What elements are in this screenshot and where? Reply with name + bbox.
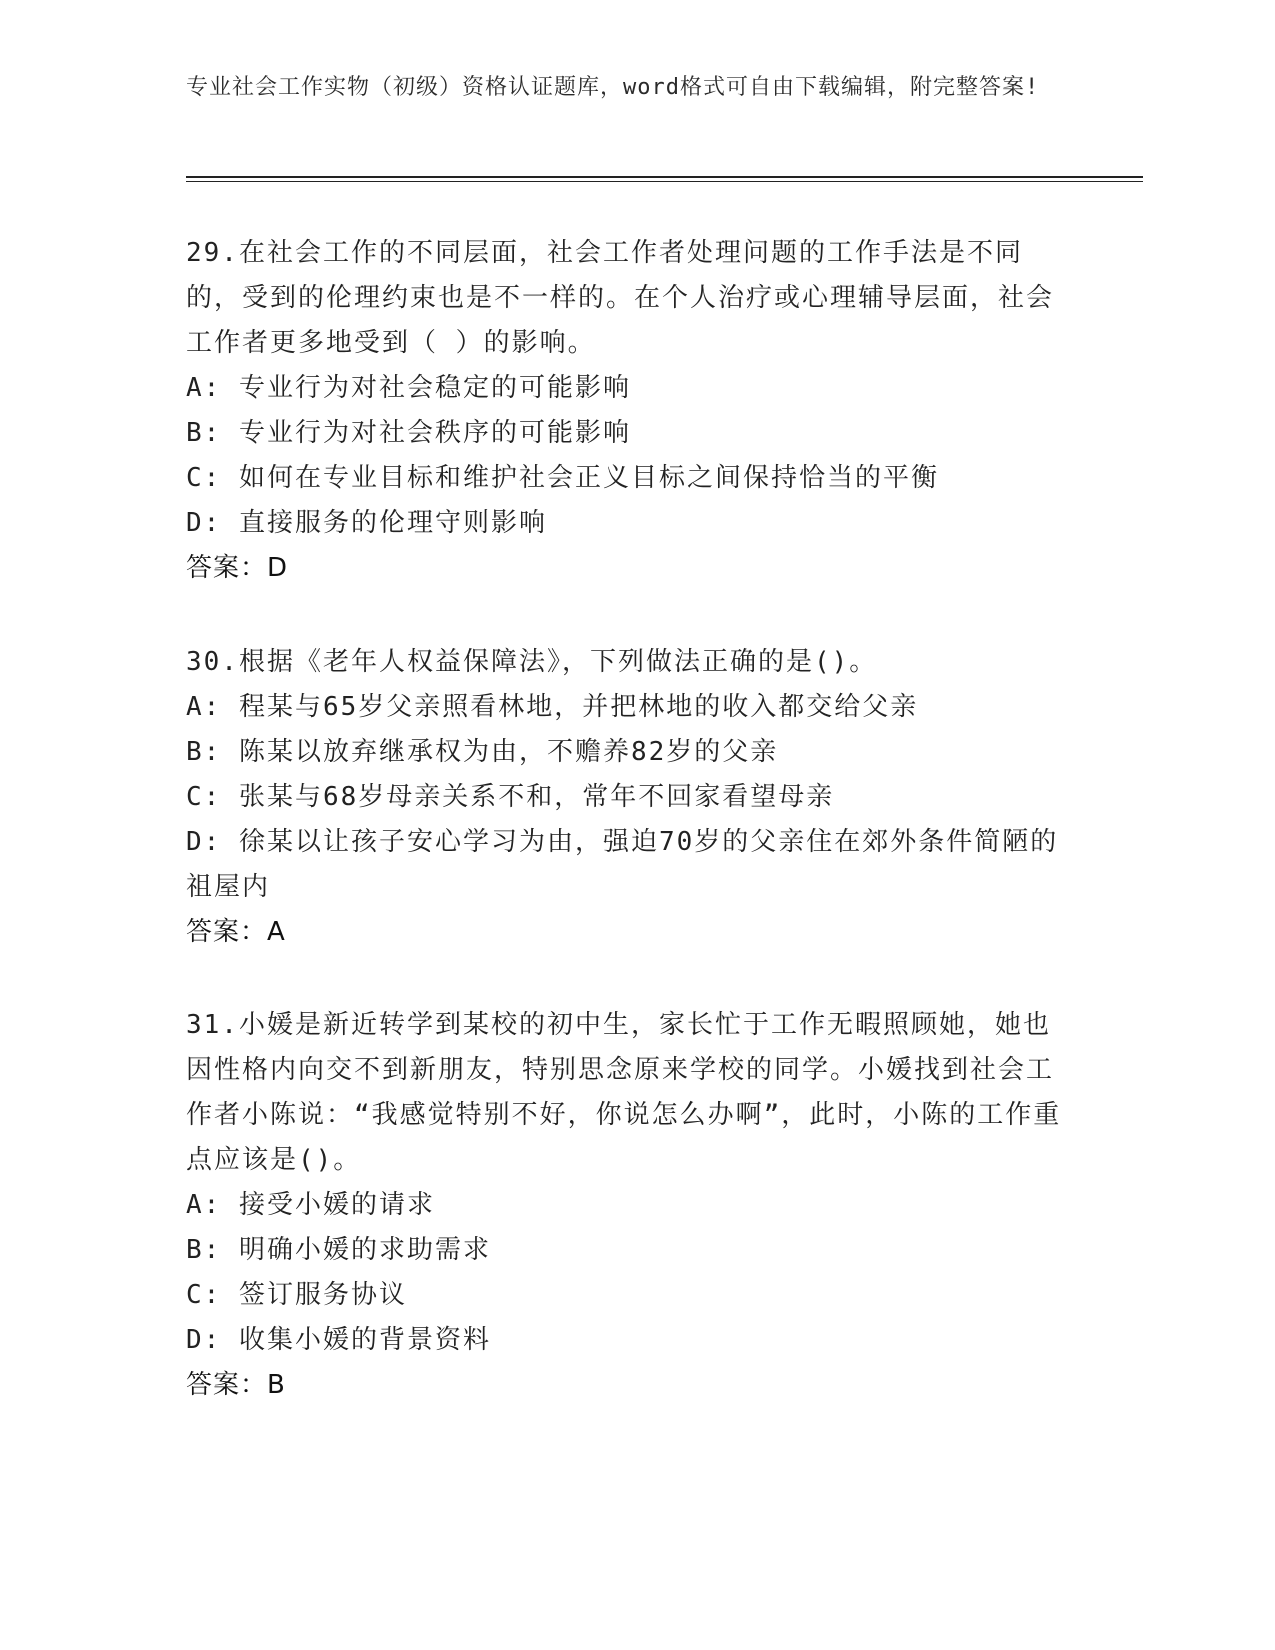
- page-header: 专业社会工作实物（初级）资格认证题库，word格式可自由下载编辑，附完整答案!: [186, 75, 1040, 100]
- option-d: D: 收集小媛的背景资料: [186, 1325, 491, 1355]
- question-29: [186, 231, 1066, 591]
- answer-label: 答案：B: [186, 1370, 286, 1400]
- question-stem: 31.小媛是新近转学到某校的初中生，家长忙于工作无暇照顾她，她也因性格内向交不到新朋友，特别思念原来学校的同学。小媛找到社会工作者小陈说：“我感觉特别不好，你说怎么办啊”，此时，小陈的工作重点应该是()。: [186, 1010, 1062, 1175]
- option-d: D: 徐某以让孩子安心学习为由，强迫70岁的父亲住在郊外条件简陋的祖屋内: [186, 827, 1059, 902]
- option-a: A: 专业行为对社会稳定的可能影响: [186, 373, 631, 403]
- answer-label: 答案：D: [186, 553, 289, 583]
- header-divider-thick: [186, 176, 1143, 178]
- option-a: A: 接受小媛的请求: [186, 1190, 435, 1220]
- option-b: B: 陈某以放弃继承权为由，不赡养82岁的父亲: [186, 737, 779, 767]
- question-stem: 29.在社会工作的不同层面，社会工作者处理问题的工作手法是不同的，受到的伦理约束也是不一样的。在个人治疗或心理辅导层面，社会工作者更多地受到（ ）的影响。: [186, 238, 1055, 358]
- question-30: [186, 640, 1066, 955]
- question-31: [186, 1003, 1066, 1408]
- option-c: C: 如何在专业目标和维护社会正义目标之间保持恰当的平衡: [186, 463, 939, 493]
- question-stem: 30.根据《老年人权益保障法》，下列做法正确的是()。: [186, 647, 878, 677]
- header-divider-thin: [186, 181, 1143, 182]
- option-a: A: 程某与65岁父亲照看林地，并把林地的收入都交给父亲: [186, 692, 919, 722]
- answer-label: 答案：A: [186, 917, 286, 947]
- option-c: C: 签订服务协议: [186, 1280, 407, 1310]
- option-b: B: 专业行为对社会秩序的可能影响: [186, 418, 631, 448]
- option-c: C: 张某与68岁母亲关系不和，常年不回家看望母亲: [186, 782, 835, 812]
- option-b: B: 明确小媛的求助需求: [186, 1235, 491, 1265]
- option-d: D: 直接服务的伦理守则影响: [186, 508, 547, 538]
